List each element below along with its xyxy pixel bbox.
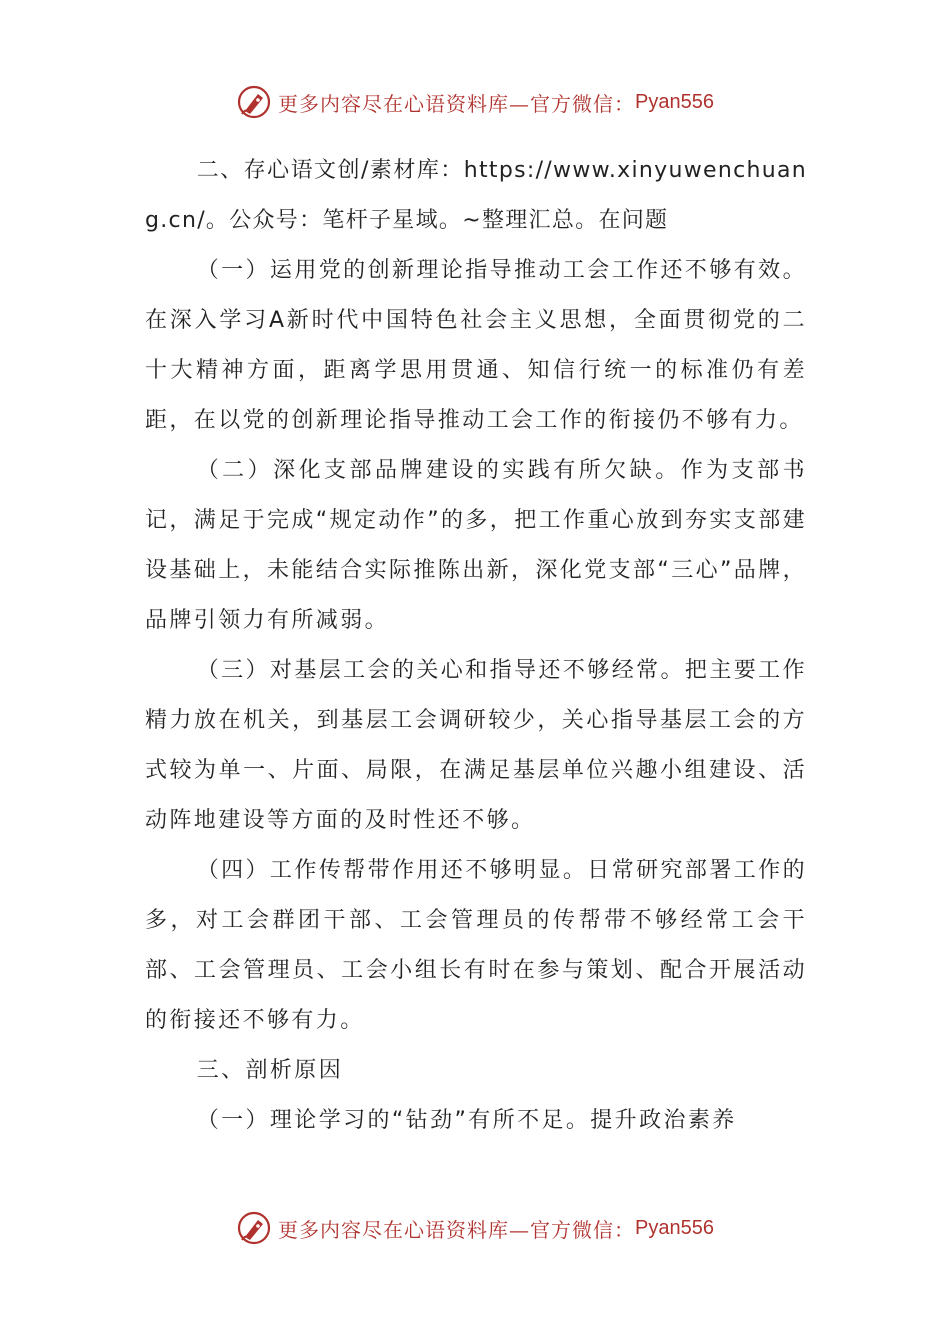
paragraph-issue-2: （二）深化支部品牌建设的实践有所欠缺。作为支部书记，满足于完成“规定动作”的多，把工作重心放到夯实支部建设基础上，未能结合实际推陈出新，深化党支部“三心”品牌，品牌引领力有所减弱。 (145, 458, 807, 633)
pen-nib-logo-icon (236, 1210, 272, 1246)
pen-nib-logo-icon (236, 84, 272, 120)
watermark-wechat-id: Pyan556 (635, 1216, 714, 1239)
watermark-wechat-id: Pyan556 (635, 90, 714, 113)
paragraph-issue-3: （三）对基层工会的关心和指导还不够经常。把主要工作精力放在机关，到基层工会调研较少，关心指导基层工会的方式较为单一、片面、局限，在满足基层单位兴趣小组建设、活动阵地建设等方面的及时性还不够。 (145, 658, 807, 833)
document-body (145, 146, 807, 1146)
paragraph-issue-4: （四）工作传帮带作用还不够明显。日常研究部署工作的多，对工会群团干部、工会管理员的传帮带不够经常工会干部、工会管理员、工会小组长有时在参与策划、配合开展活动的衔接还不够有力。 (145, 858, 807, 1033)
footer-watermark (0, 1208, 950, 1248)
header-watermark (0, 82, 950, 122)
watermark-text: 更多内容尽在心语资料库—官方微信： (278, 1217, 636, 1242)
watermark-text: 更多内容尽在心语资料库—官方微信： (278, 91, 636, 116)
paragraph-issue-1: （一）运用党的创新理论指导推动工会工作还不够有效。在深入学习A新时代中国特色社会主义思想，全面贯彻党的二十大精神方面，距离学思用贯通、知信行统一的标准仍有差距，在以党的创新理论指导推动工会工作的衔接仍不够有力。 (145, 258, 807, 433)
section-heading-causes: 三、剖析原因 (196, 1058, 344, 1083)
paragraph-cause-1: （一）理论学习的“钻劲”有所不足。提升政治素养 (196, 1108, 737, 1133)
paragraph-source-notice: 二、存心语文创/素材库：https://www.xinyuwenchuang.cn/。公众号：笔杆子星域。~整理汇总。在问题 (145, 158, 807, 233)
